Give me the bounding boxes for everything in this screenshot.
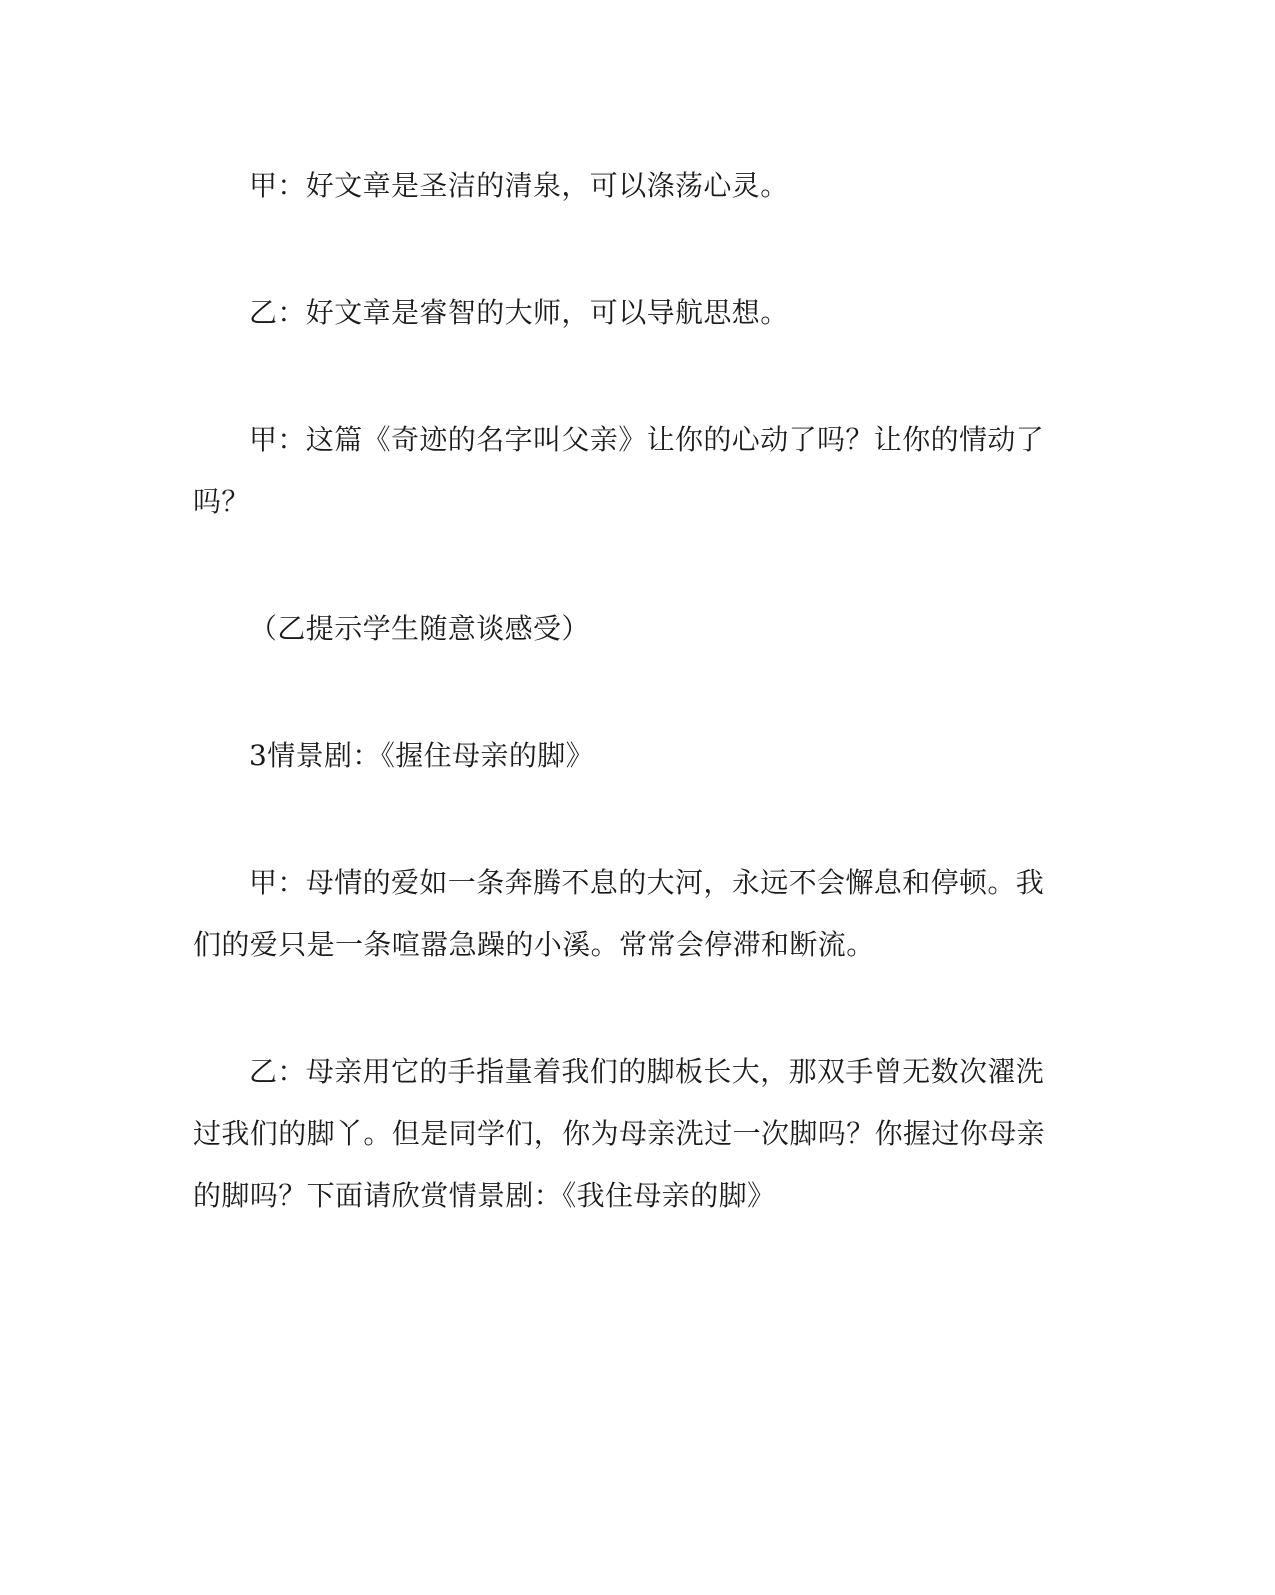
- paragraph-1: 甲：好文章是圣洁的清泉，可以涤荡心灵。: [249, 169, 789, 202]
- paragraph-7: 乙：母亲用它的手指量着我们的脚板长大，那双手曾无数次濯洗过我们的脚丫。但是同学们，你为母亲洗过一次脚吗？你握过你母亲的脚吗？下面请欣赏情景剧：《我住母亲的脚》: [193, 1055, 1046, 1212]
- document-body: [193, 155, 1057, 1227]
- paragraph-4: （乙提示学生随意谈感受）: [249, 612, 590, 645]
- paragraph-5: 3情景剧：《握住母亲的脚》: [249, 739, 595, 772]
- paragraph-6: 甲：母情的爱如一条奔腾不息的大河，永远不会懈息和停顿。我们的爱只是一条喧嚣急躁的小溪。常常会停滞和断流。: [193, 866, 1045, 961]
- paragraph-2: 乙：好文章是睿智的大师，可以导航思想。: [249, 296, 789, 329]
- paragraph-3: 甲：这篇《奇迹的名字叫父亲》让你的心动了吗？让你的情动了吗？: [193, 423, 1045, 518]
